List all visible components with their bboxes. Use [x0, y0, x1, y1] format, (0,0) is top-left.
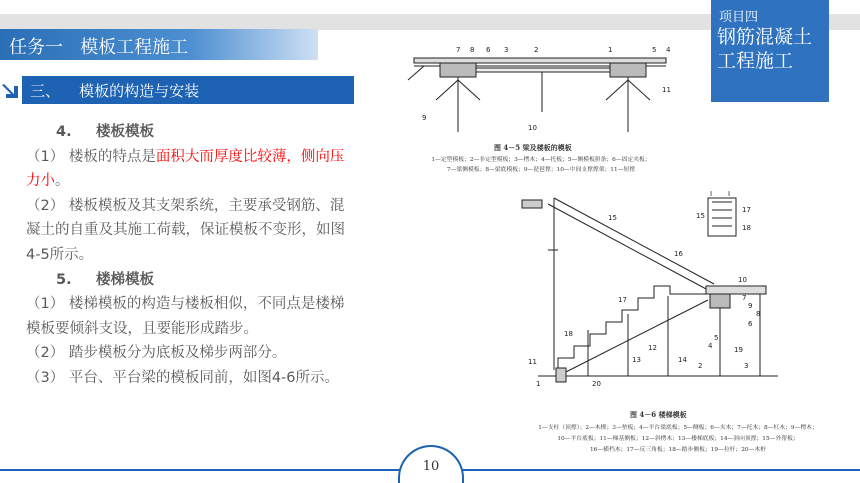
- task-title-bar: [0, 29, 318, 60]
- fig2-label: 5: [714, 334, 719, 342]
- beam-slab-drawing: [400, 40, 682, 140]
- page-number: 10: [422, 459, 440, 474]
- figure1-legend-1: 1—定型模板；2—非定型模板；3—楞木；4—托板；5—侧模板拼条；6—固定夹板；: [431, 157, 651, 163]
- fig1-label: 9: [422, 114, 427, 122]
- fig2-section-label: 18: [742, 224, 751, 232]
- fig1-label: 3: [504, 46, 509, 54]
- figure2-legend-3: 16—横档木；17—反三角板；18—踏步侧板；19—拉杆；20—木桩: [589, 447, 766, 453]
- fig1-label: 5: [652, 46, 657, 54]
- fig1-label: 2: [534, 46, 539, 54]
- project-badge: [711, 0, 829, 102]
- fig2-section-label: 17: [742, 206, 751, 214]
- fig1-label: 7: [456, 46, 461, 54]
- paragraph-1: （1） 楼板的特点是面积大而厚度比较薄，侧向压力小。: [26, 148, 345, 190]
- fig2-label: 19: [734, 346, 743, 354]
- fig2-label: 9: [748, 302, 753, 310]
- fig2-section-label: I: [728, 190, 731, 198]
- fig2-label: 20: [592, 380, 601, 388]
- figure2-legend-2: 10—平台底板；11—梯基侧板；12—斜楞木；13—楼梯底板；14—斜向顶撑；15—外帮板；: [557, 436, 799, 442]
- paragraph-5: （3） 平台、平台梁的模板同前，如图4-6所示。: [26, 369, 340, 386]
- figure1-caption: 图 4－5 梁及楼板的模板: [494, 143, 572, 152]
- fig1-label: 8: [470, 46, 475, 54]
- fig2-label: 7: [742, 294, 747, 302]
- paragraph-2: （2） 楼板模板及其支架系统，主要承受钢筋、混凝土的自重及其施工荷载，保证模板不变形，如图4-5所示。: [26, 197, 345, 263]
- body-text: [4, 120, 356, 391]
- section-title-bar: [22, 76, 354, 104]
- project-title: 钢筋混凝土工程施工: [717, 26, 813, 72]
- fig2-label: 14: [678, 356, 687, 364]
- fig2-label: 4: [708, 342, 713, 350]
- paragraph-4: （2） 踏步模板分为底板及梯步两部分。: [26, 345, 287, 362]
- figure-beam-slab-formwork: [400, 40, 682, 180]
- fig2-label: 17: [618, 296, 627, 304]
- paragraph-3: （1） 楼梯模板的构造与楼板相似，不同点是楼梯模板要倾斜支设，且要能形成踏步。: [26, 296, 345, 337]
- stair-drawing: [498, 190, 858, 408]
- fig1-label: 6: [486, 46, 491, 54]
- fig2-label: 8: [756, 310, 761, 318]
- page-number-badge: [398, 445, 464, 483]
- highlight-text: 面积大而厚度比较薄，侧向压力小: [26, 148, 345, 190]
- fig2-label: 3: [744, 362, 749, 370]
- fig2-label: 18: [564, 330, 573, 338]
- section-title: 三、 模板的构造与安装: [30, 82, 200, 100]
- task-title: 任务一 模板工程施工: [9, 37, 189, 58]
- figure2-caption: 图 4－6 楼梯模板: [630, 410, 687, 419]
- fig2-label: 15: [608, 214, 617, 222]
- fig2-label: 16: [674, 250, 683, 258]
- heading-stair-formwork: 5. 楼梯模板: [56, 271, 154, 288]
- fig1-label: 11: [662, 86, 671, 94]
- fig1-label: 4: [666, 46, 671, 54]
- fig2-label: 6: [748, 320, 753, 328]
- fig2-label: 11: [528, 358, 537, 366]
- figure1-legend-2: 7—梁侧模板；8—梁底模板；9—琵琶撑；10—中间支撑撑架；11—短撑: [446, 167, 636, 173]
- fig2-label: 10: [738, 276, 747, 284]
- fig2-label: 13: [632, 356, 641, 364]
- fig2-section-label: I: [710, 190, 713, 198]
- fig1-label: 10: [528, 124, 537, 132]
- project-label: 项目四: [719, 10, 759, 25]
- fig2-label: 12: [648, 344, 657, 352]
- fig2-section-label: 15: [696, 212, 705, 220]
- fig1-label: 1: [608, 46, 613, 54]
- heading-floor-formwork: 4. 楼板模板: [56, 124, 154, 140]
- figure2-legend-1: 1—支柱（顶撑）；2—木楔；3—垫板；4—平台梁底板；5—侧板；6—夹木；7—托木；8—杠木；9—楞木；: [538, 425, 818, 431]
- fig2-label: 2: [698, 362, 703, 370]
- figure-stair-formwork: [498, 190, 858, 462]
- fig2-label: 1: [536, 380, 541, 388]
- section-arrow-icon: [2, 76, 22, 104]
